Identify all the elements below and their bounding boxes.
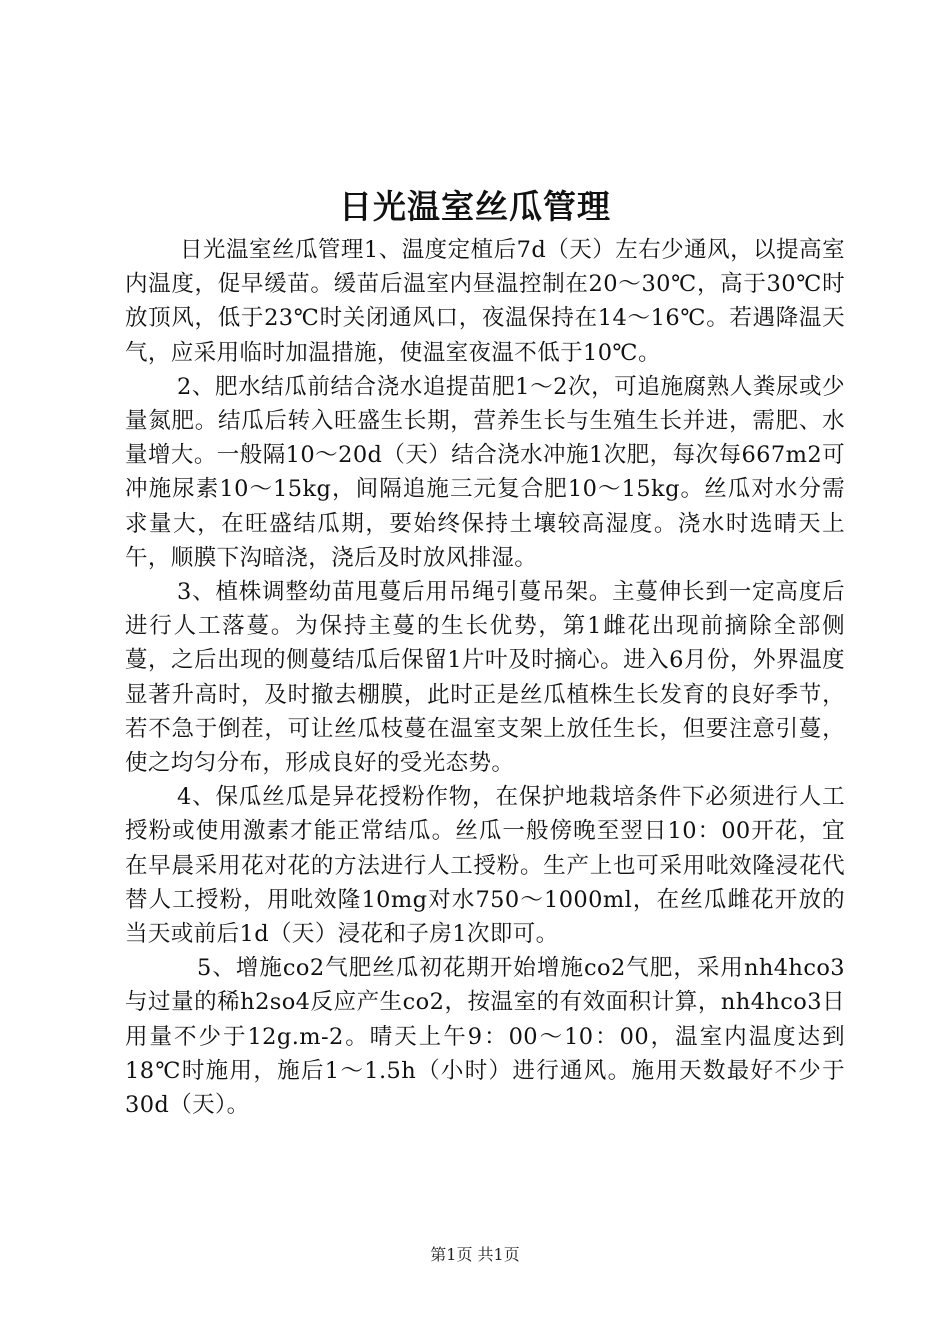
- document-body: [125, 233, 845, 1122]
- paragraph-fruit-protection: 4、保瓜丝瓜是异花授粉作物，在保护地栽培条件下必须进行人工授粉或使用激素才能正常结瓜。丝瓜一般傍晚至翌日10：00开花，宜在早晨采用花对花的方法进行人工授粉。生产上也可采用吡效隆浸花代替人工授粉，用吡效隆10mg对水750～1000ml，在丝瓜雌花开放的当天或前后1d（天）浸花和子房1次即可。: [125, 784, 845, 948]
- document-title: 日光温室丝瓜管理: [339, 187, 611, 226]
- paragraph-fertilizer-water: 2、肥水结瓜前结合浇水追提苗肥1～2次，可追施腐熟人粪尿或少量氮肥。结瓜后转入旺盛生长期，营养生长与生殖生长并进，需肥、水量增大。一般隔10～20d（天）结合浇水冲施1次肥，每次每667m2可冲施尿素10～15kg，间隔追施三元复合肥10～15kg。丝瓜对水分需求量大，在旺盛结瓜期，要始终保持土壤较高湿度。浇水时选晴天上午，顺膜下沟暗浇，浇后及时放风排湿。: [125, 373, 845, 571]
- paragraph-co2-fertilizer: 5、增施co2气肥丝瓜初花期开始增施co2气肥，采用nh4hco3与过量的稀h2so4反应产生co2，按温室的有效面积计算，nh4hco3日用量不少于12g.m-2。晴天上午9：00～10：00，温室内温度达到18℃时施用，施后1～1.5h（小时）进行通风。施用天数最好不少于30d（天）。: [125, 955, 845, 1119]
- paragraph-temperature: 日光温室丝瓜管理1、温度定植后7d（天）左右少通风，以提高室内温度，促早缓苗。缓苗后温室内昼温控制在20～30℃，高于30℃时放顶风，低于23℃时关闭通风口，夜温保持在14～16℃。若遇降温天气，应采用临时加温措施，使温室夜温不低于10℃。: [125, 237, 845, 366]
- paragraph-plant-adjustment: 3、植株调整幼苗甩蔓后用吊绳引蔓吊架。主蔓伸长到一定高度后进行人工落蔓。为保持主蔓的生长优势，第1雌花出现前摘除全部侧蔓，之后出现的侧蔓结瓜后保留1片叶及时摘心。进入6月份，外界温度显著升高时，及时撤去棚膜，此时正是丝瓜植株生长发育的良好季节，若不急于倒茬，可让丝瓜枝蔓在温室支架上放任生长，但要注意引蔓，使之均匀分布，形成良好的受光态势。: [125, 579, 845, 777]
- page-number-footer: 第1页 共1页: [430, 1245, 520, 1264]
